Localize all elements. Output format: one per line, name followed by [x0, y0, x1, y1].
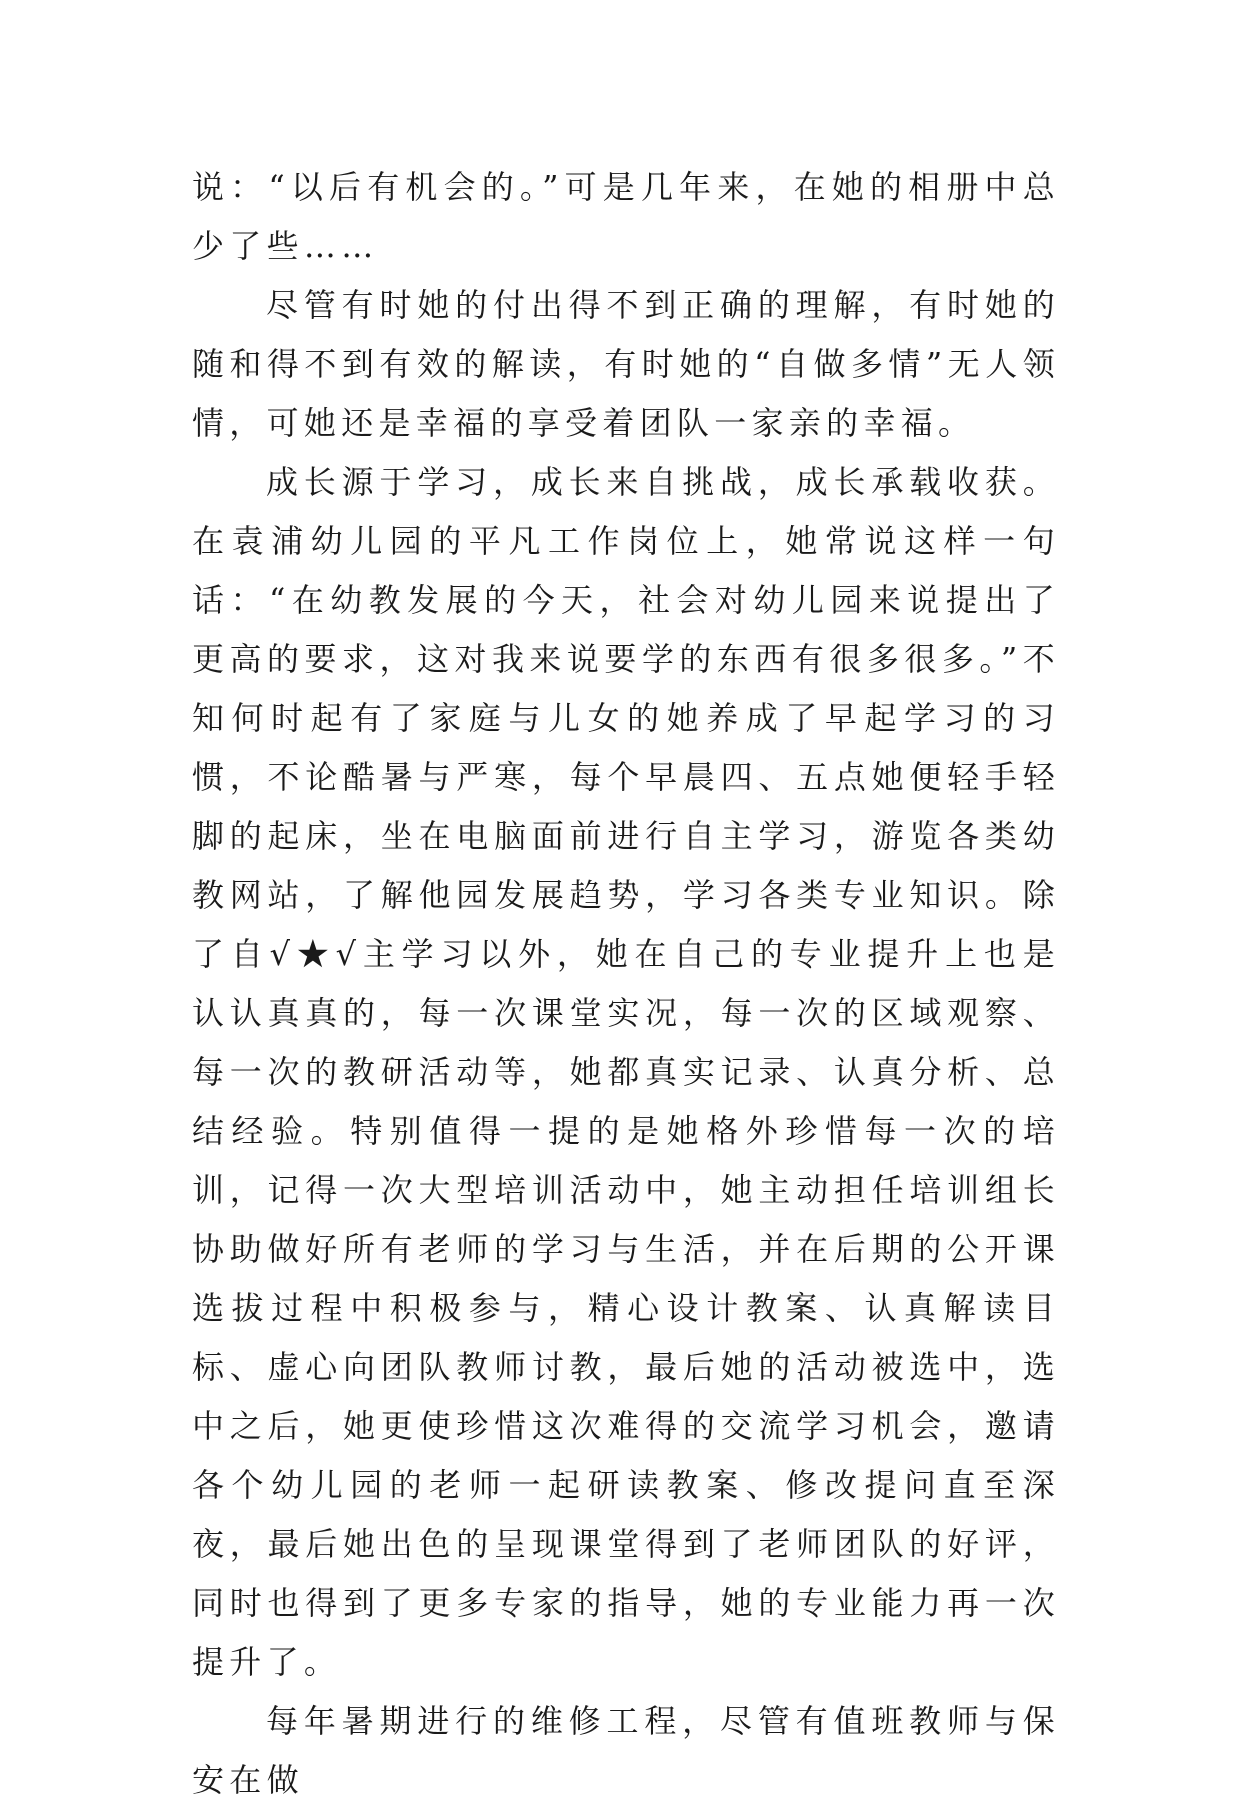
- paragraph-happiness: 尽管有时她的付出得不到正确的理解，有时她的随和得不到有效的解读，有时她的“自做多情”无人领情，可她还是幸福的享受着团队一家亲的幸福。: [192, 286, 1060, 442]
- paragraph-summer-repair: 每年暑期进行的维修工程，尽管有值班教师与保安在做: [192, 1702, 1060, 1799]
- document-body: [192, 158, 1060, 1810]
- paragraph-continuation: 说：“以后有机会的。”可是几年来，在她的相册中总少了些……: [192, 168, 1060, 265]
- paragraph-growth-learning: 成长源于学习，成长来自挑战，成长承载收获。在袁浦幼儿园的平凡工作岗位上，她常说这样一句话：“在幼教发展的今天，社会对幼儿园来说提出了更高的要求，这对我来说要学的东西有很多很多。”不知何时起有了家庭与儿女的她养成了早起学习的习惯，不论酷暑与严寒，每个早晨四、五点她便轻手轻脚的起床，坐在电脑面前进行自主学习，游览各类幼教网站，了解他园发展趋势，学习各类专业知识。除了自√★√主学习以外，她在自己的专业提升上也是认认真真的，每一次课堂实况，每一次的区域观察、每一次的教研活动等，她都真实记录、认真分析、总结经验。特别值得一提的是她格外珍惜每一次的培训，记得一次大型培训活动中，她主动担任培训组长协助做好所有老师的学习与生活，并在后期的公开课选拔过程中积极参与，精心设计教案、认真解读目标、虚心向团队教师讨教，最后她的活动被选中，选中之后，她更使珍惜这次难得的交流学习机会，邀请各个幼儿园的老师一起研读教案、修改提问直至深夜，最后她出色的呈现课堂得到了老师团队的好评，同时也得到了更多专家的指导，她的专业能力再一次提升了。: [192, 463, 1060, 1681]
